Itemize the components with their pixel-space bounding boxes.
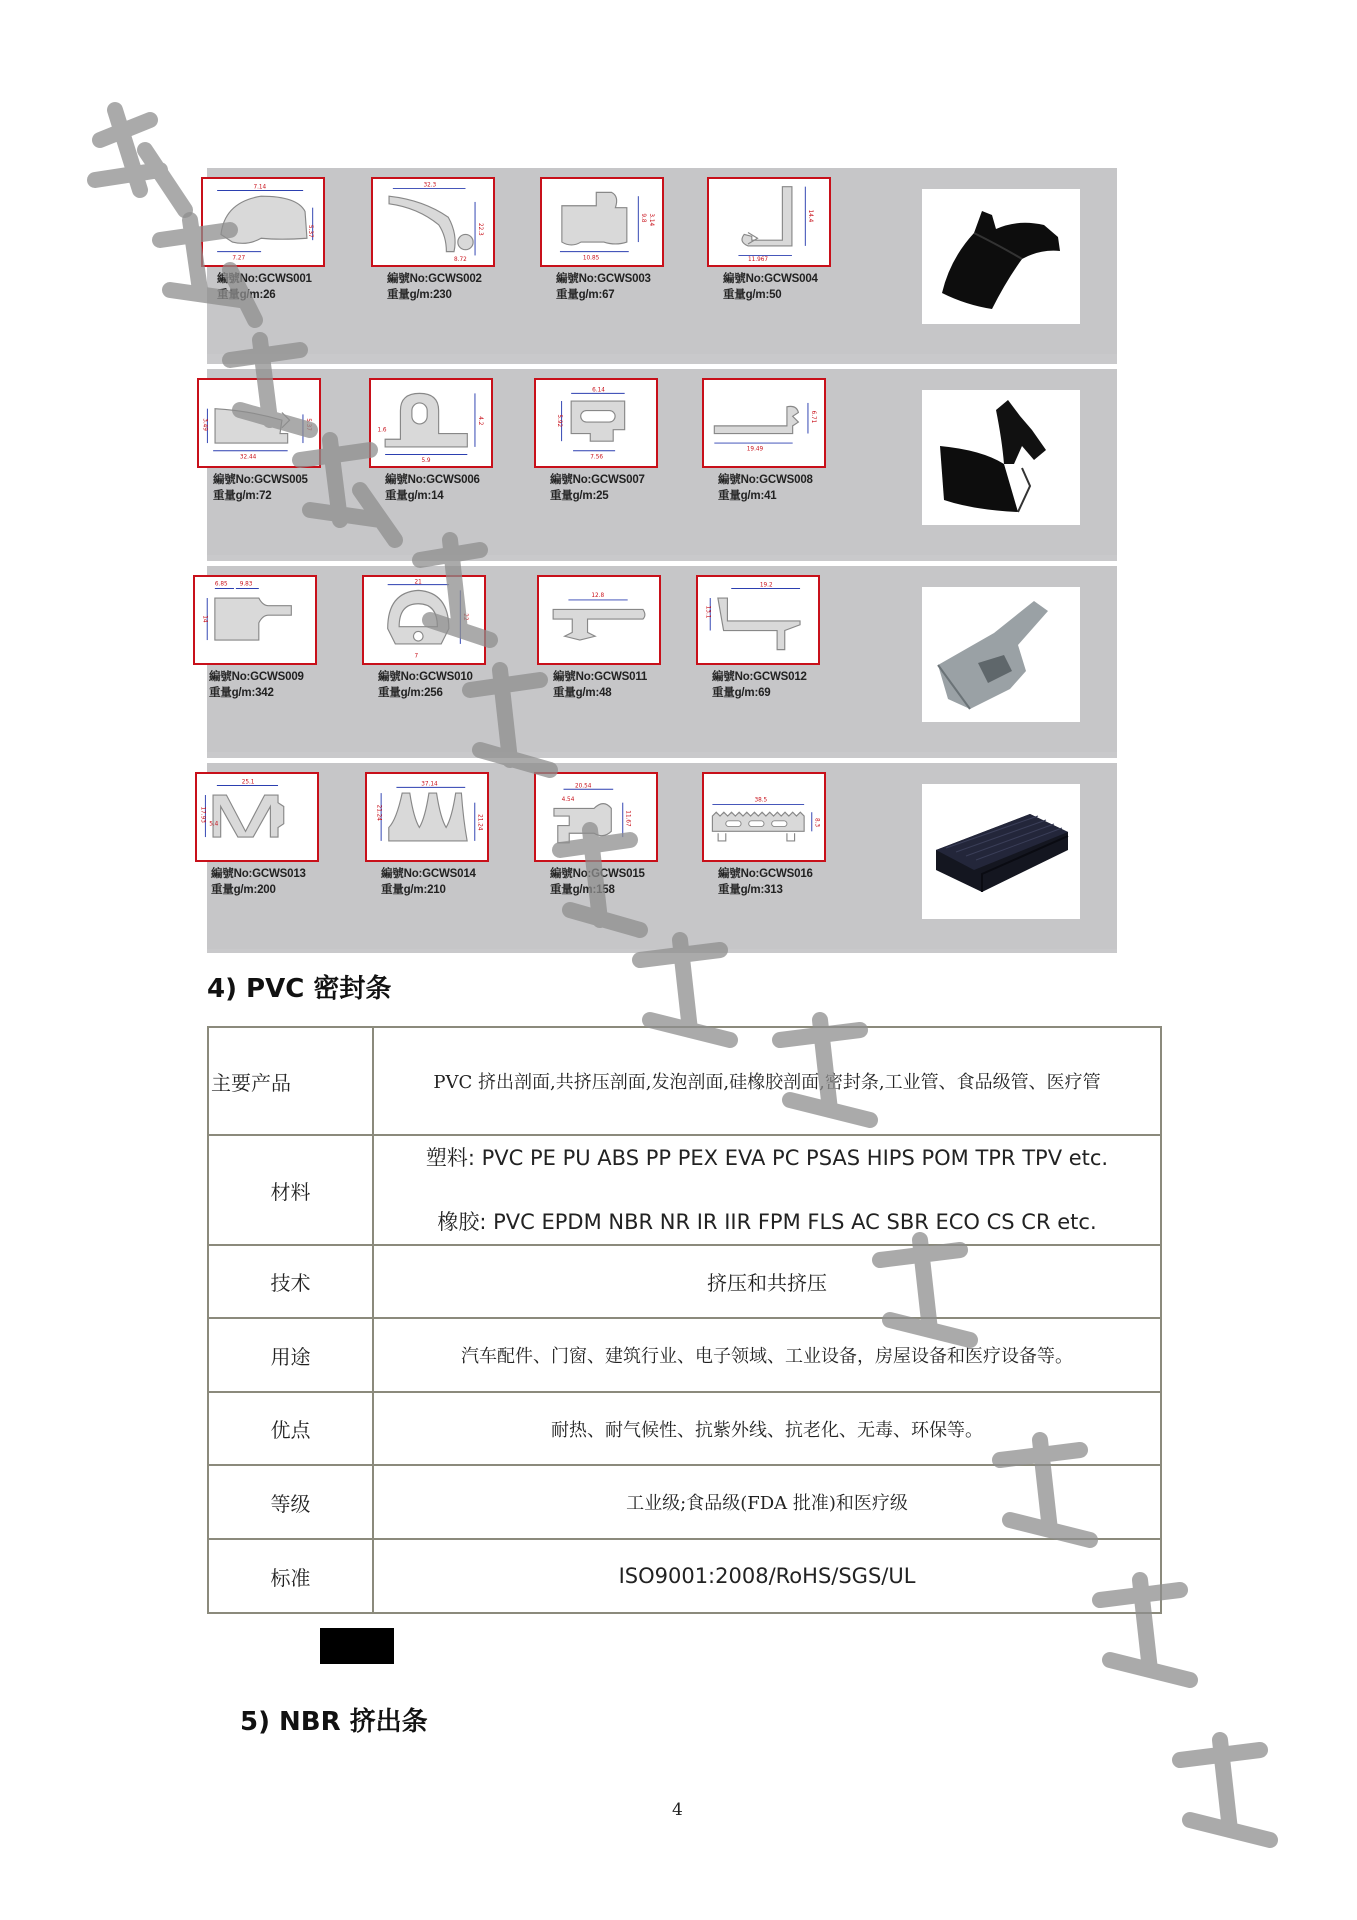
dim-label: 19.49 [746, 446, 764, 453]
table-row [208, 1318, 1161, 1392]
dim-label: 7 [414, 653, 419, 660]
table-key: 标准 [208, 1539, 373, 1613]
product-code: 編號No:GCWS014 [381, 868, 476, 880]
table-value: 挤压和共挤压 [373, 1245, 1161, 1318]
black-ribbed-strip-photo-icon [922, 784, 1080, 919]
section-heading-nbr-extrusion: 5) NBR 挤出条 [240, 1707, 428, 1737]
dim-label: 13.1 [704, 605, 711, 619]
dim-label: 21.24 [375, 804, 382, 821]
table-value: 汽车配件、门窗、建筑行业、电子领域、工业设备，房屋设备和医疗设备等。 [373, 1318, 1161, 1392]
profile-drawing-gcws014 [365, 772, 489, 862]
product-code: 編號No:GCWS007 [550, 474, 645, 486]
product-item-gcws012 [696, 569, 836, 729]
product-code: 編號No:GCWS003 [556, 273, 651, 285]
dim-label: 9.83 [239, 581, 253, 588]
product-item-gcws007 [534, 372, 674, 532]
product-photo-row-1 [922, 189, 1080, 324]
product-item-gcws010 [362, 569, 502, 729]
dim-label: 4.54 [561, 796, 575, 803]
product-item-gcws008 [702, 372, 842, 532]
product-item-gcws011 [537, 569, 677, 729]
product-weight: 重量g/m:25 [550, 490, 609, 502]
table-row [208, 1245, 1161, 1318]
product-weight: 重量g/m:69 [712, 687, 771, 699]
dim-label: 21 [414, 579, 422, 586]
catalog-row-4 [199, 758, 1117, 949]
product-code: 編號No:GCWS012 [712, 671, 807, 683]
dim-label: 5.37 [306, 224, 313, 238]
product-weight: 重量g/m:210 [381, 884, 446, 896]
table-key: 主要产品 [208, 1027, 373, 1135]
dim-label: 22 [462, 613, 469, 621]
catalog-row-3 [201, 561, 1117, 752]
product-weight: 重量g/m:342 [209, 687, 274, 699]
product-item-gcws015 [534, 766, 674, 926]
dim-label: 5.9 [421, 458, 431, 465]
dim-label: 17.93 [199, 806, 206, 823]
dim-label: 14 [201, 615, 208, 623]
dim-label: 5.37 [304, 418, 311, 431]
dim-label: 7.14 [253, 184, 267, 191]
product-code: 編號No:GCWS004 [723, 273, 818, 285]
dim-label: 4.2 [476, 416, 483, 426]
dim-label: 38.5 [754, 797, 768, 804]
table-key: 材料 [208, 1135, 373, 1245]
product-code: 編號No:GCWS001 [217, 273, 312, 285]
product-code: 編號No:GCWS008 [718, 474, 813, 486]
table-key: 用途 [208, 1318, 373, 1392]
table-value: PVC 挤出剖面,共挤压剖面,发泡剖面,硅橡胶剖面,密封条,工业管、食品级管、医疗管 [373, 1027, 1161, 1135]
profile-drawing-gcws001 [201, 177, 325, 267]
dim-label: 7.56 [590, 454, 604, 461]
product-photo-row-3 [922, 587, 1080, 722]
dim-label: 7.27 [232, 255, 246, 262]
product-weight: 重量g/m:26 [217, 289, 276, 301]
product-code: 編號No:GCWS011 [553, 671, 648, 683]
dim-label: 14.4 [807, 209, 814, 223]
product-code: 編號No:GCWS006 [385, 474, 480, 486]
dim-label: 32.44 [239, 454, 257, 461]
table-key: 等级 [208, 1465, 373, 1539]
dim-label: 3.14 [647, 213, 654, 227]
product-item-gcws009 [193, 569, 333, 729]
product-photo-row-2 [922, 390, 1080, 525]
dim-label: 9.8 [640, 213, 647, 223]
product-catalog-panel [199, 168, 1117, 953]
profile-drawing-gcws016 [702, 772, 826, 862]
material-rubber-line: 橡胶: PVC EPDM NBR NR IR IIR FPM FLS AC SBR ECO CS CR etc. [437, 1210, 1097, 1234]
product-weight: 重量g/m:313 [718, 884, 783, 896]
dim-label: 8.72 [454, 257, 467, 264]
profile-drawing-gcws011 [537, 575, 661, 665]
dim-label: 21.24 [476, 814, 483, 831]
dim-label: 6.85 [214, 581, 228, 588]
catalog-row-2 [201, 364, 1117, 555]
profile-drawing-gcws007 [534, 378, 658, 468]
dim-label: 5.4 [209, 821, 219, 828]
product-item-gcws002 [371, 171, 511, 331]
page-number: 4 [672, 1800, 683, 1820]
product-item-gcws013 [195, 766, 335, 926]
product-item-gcws004 [707, 171, 847, 331]
product-item-gcws005 [197, 372, 337, 532]
profile-drawing-gcws009 [193, 575, 317, 665]
profile-drawing-gcws008 [702, 378, 826, 468]
product-code: 編號No:GCWS010 [378, 671, 473, 683]
profile-drawing-gcws010 [362, 575, 486, 665]
product-weight: 重量g/m:200 [211, 884, 276, 896]
profile-drawing-gcws015 [534, 772, 658, 862]
dim-label: 32.3 [423, 182, 437, 189]
profile-drawing-gcws004 [707, 177, 831, 267]
dim-label: 25.1 [241, 779, 255, 786]
table-key: 优点 [208, 1392, 373, 1465]
pvc-spec-table [207, 1026, 1162, 1614]
dim-label: 12.8 [591, 593, 605, 600]
table-key: 技术 [208, 1245, 373, 1318]
product-weight: 重量g/m:158 [550, 884, 615, 896]
product-code: 編號No:GCWS013 [211, 868, 306, 880]
product-item-gcws001 [201, 171, 341, 331]
dim-label: 6.71 [809, 410, 816, 424]
material-plastic-line: 塑料: PVC PE PU ABS PP PEX EVA PC PSAS HIPS POM TPR TPV etc. [425, 1146, 1109, 1170]
table-row [208, 1392, 1161, 1465]
dim-label: 11.967 [747, 257, 768, 264]
profile-drawing-gcws012 [696, 575, 820, 665]
profile-drawing-gcws006 [369, 378, 493, 468]
dim-label: 22.3 [476, 222, 483, 236]
product-weight: 重量g/m:67 [556, 289, 615, 301]
dim-label: 37.14 [421, 781, 438, 788]
table-row [208, 1135, 1161, 1245]
dim-label: 10.85 [582, 255, 600, 262]
product-item-gcws006 [369, 372, 509, 532]
product-code: 編號No:GCWS002 [387, 273, 482, 285]
product-weight: 重量g/m:14 [385, 490, 444, 502]
dim-label: 6.14 [592, 387, 605, 394]
catalog-row-1 [207, 168, 1117, 354]
product-photo-row-4 [922, 784, 1080, 919]
product-code: 編號No:GCWS016 [718, 868, 813, 880]
product-code: 編號No:GCWS015 [550, 868, 645, 880]
black-rubber-seal-photo-icon [922, 189, 1080, 324]
profile-drawing-gcws003 [540, 177, 664, 267]
product-code: 編號No:GCWS009 [209, 671, 304, 683]
product-weight: 重量g/m:50 [723, 289, 782, 301]
product-code: 編號No:GCWS005 [213, 474, 308, 486]
dim-label: 19.2 [759, 582, 773, 589]
table-row [208, 1539, 1161, 1613]
product-weight: 重量g/m:48 [553, 687, 612, 699]
table-value [373, 1135, 1161, 1245]
product-weight: 重量g/m:72 [213, 490, 272, 502]
table-value: 工业级;食品级(FDA 批准)和医疗级 [373, 1465, 1161, 1539]
dim-label: 8.3 [813, 817, 820, 828]
table-value: ISO9001:2008/RoHS/SGS/UL [373, 1539, 1161, 1613]
product-weight: 重量g/m:230 [387, 289, 452, 301]
product-item-gcws003 [540, 171, 680, 331]
product-weight: 重量g/m:256 [378, 687, 443, 699]
grey-seal-profile-photo-icon [922, 587, 1080, 722]
table-row [208, 1465, 1161, 1539]
dim-label: 5.92 [555, 414, 562, 428]
product-weight: 重量g/m:41 [718, 490, 777, 502]
redaction-block [320, 1628, 394, 1664]
profile-drawing-gcws013 [195, 772, 319, 862]
product-item-gcws014 [365, 766, 505, 926]
dim-label: 11.67 [624, 810, 631, 827]
table-value: 耐热、耐气候性、抗紫外线、抗老化、无毒、环保等。 [373, 1392, 1161, 1465]
profile-drawing-gcws005 [197, 378, 321, 468]
black-rubber-corner-photo-icon [922, 390, 1080, 525]
section-heading-pvc-seal: 4) PVC 密封条 [207, 974, 392, 1004]
profile-drawing-gcws002 [371, 177, 495, 267]
dim-label: 3.49 [201, 418, 208, 431]
dim-label: 1.6 [377, 427, 387, 434]
table-row [208, 1027, 1161, 1135]
dim-label: 20.54 [574, 783, 592, 790]
product-item-gcws016 [702, 766, 842, 926]
